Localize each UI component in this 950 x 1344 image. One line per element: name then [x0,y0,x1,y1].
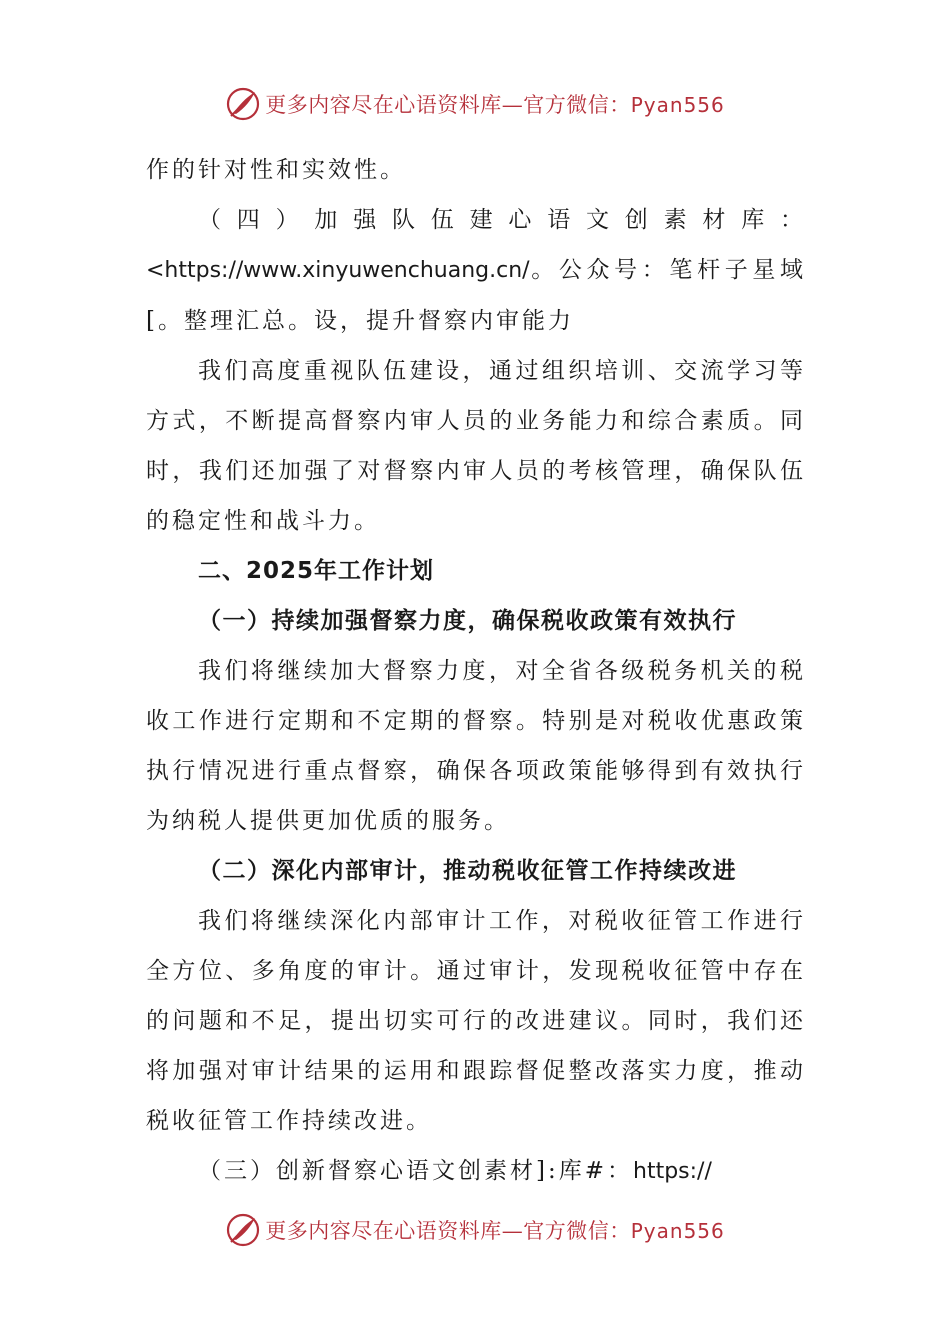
document-body [146,145,806,1197]
link-text: https:// [633,1159,712,1184]
wechat-id: Pyan556 [630,1219,725,1243]
paragraph: 我们将继续加大督察力度，对全省各级税务机关的税收工作进行定期和不定期的督察。特别是对税收优惠政策执行情况进行重点督察，确保各项政策能够得到有效执行为纳税人提供更加优质的服务。 [146,658,806,834]
banner-text: 更多内容尽在心语资料库—官方微信：Pyan556 [265,93,725,117]
section-heading: 二、2025年工作计划 [198,558,435,584]
quill-logo-icon [225,86,261,122]
link-text: <https://www.xinyuwenchuang.cn/ [146,258,530,283]
paragraph: 作的针对性和实效性。 [146,157,406,183]
footer-banner [0,1210,950,1250]
quill-logo-icon [225,1212,261,1248]
subsection-heading: （一）持续加强督察力度，确保税收政策有效执行 [198,608,737,634]
paragraph: 我们将继续深化内部审计工作，对税收征管工作进行全方位、多角度的审计。通过审计，发现税收征管中存在的问题和不足，提出切实可行的改进建议。同时，我们还将加强对审计结果的运用和跟踪督促整改落实力度，推动税收征管工作持续改进。 [146,908,806,1134]
header-banner [0,84,950,124]
paragraph: （三）创新督察心语文创素材]:库#：https:// [198,1158,712,1184]
paragraph: 我们高度重视队伍建设，通过组织培训、交流学习等方式，不断提高督察内审人员的业务能力和综合素质。同时，我们还加强了对督察内审人员的考核管理，确保队伍的稳定性和战斗力。 [146,358,806,534]
paragraph: （四）加强队伍建心语文创素材库：<https://www.xinyuwenchuang.cn/。公众号：笔杆子星域[。整理汇总。设，提升督察内审能力 [146,207,806,334]
banner-text: 更多内容尽在心语资料库—官方微信：Pyan556 [265,1219,725,1243]
wechat-id: Pyan556 [630,93,725,117]
subsection-heading: （二）深化内部审计，推动税收征管工作持续改进 [198,858,737,884]
